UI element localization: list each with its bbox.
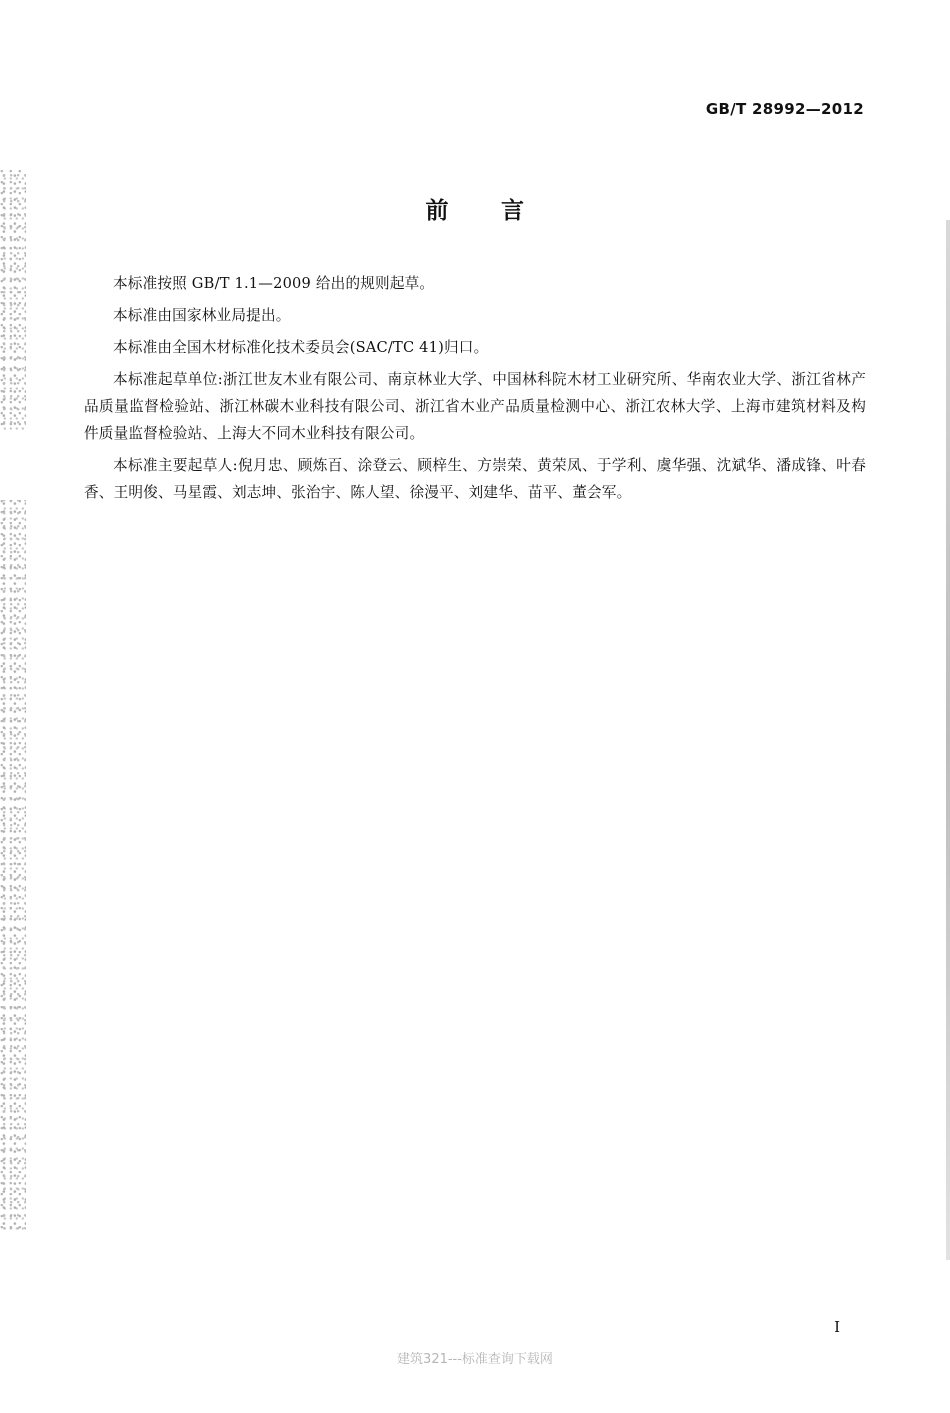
- paragraph-committee: 本标准由全国木材标准化技术委员会(SAC/TC 41)归口。: [113, 339, 489, 356]
- standard-number: GB/T 28992—2012: [705, 100, 864, 118]
- watermark-text: 建筑321---标准查询下载网: [397, 1352, 553, 1367]
- title-char-2: 言: [501, 198, 525, 224]
- page-title: [0, 192, 950, 225]
- paragraph-drafting-units: 本标准起草单位:浙江世友木业有限公司、南京林业大学、中国林科院木材工业研究所、华南农业大学、浙江省林产品质量监督检验站、浙江林碳木业科技有限公司、浙江省木业产品质量检测中心、浙江农林大学、上海市建筑材料及构件质量监督检验站、上海大不同木业科技有限公司。: [84, 371, 866, 442]
- title-char-1: 前: [425, 198, 449, 224]
- foreword-body: [84, 270, 866, 511]
- paragraph-drafting-rules: 本标准按照 GB/T 1.1—2009 给出的规则起草。: [113, 275, 435, 292]
- paragraph-main-drafters: 本标准主要起草人:倪月忠、顾炼百、涂登云、顾梓生、方崇荣、黄荣凤、于学利、虞华强、沈斌华、潘成锋、叶春香、王明俊、马星霞、刘志坤、张治宇、陈人望、徐漫平、刘建华、苗平、董会军。: [84, 457, 866, 501]
- scan-edge-gap: [0, 430, 26, 500]
- scan-edge-noise: [0, 170, 26, 1230]
- page-number: I: [834, 1318, 840, 1336]
- paragraph-proposer: 本标准由国家林业局提出。: [113, 307, 291, 324]
- scan-right-edge: [946, 220, 950, 1260]
